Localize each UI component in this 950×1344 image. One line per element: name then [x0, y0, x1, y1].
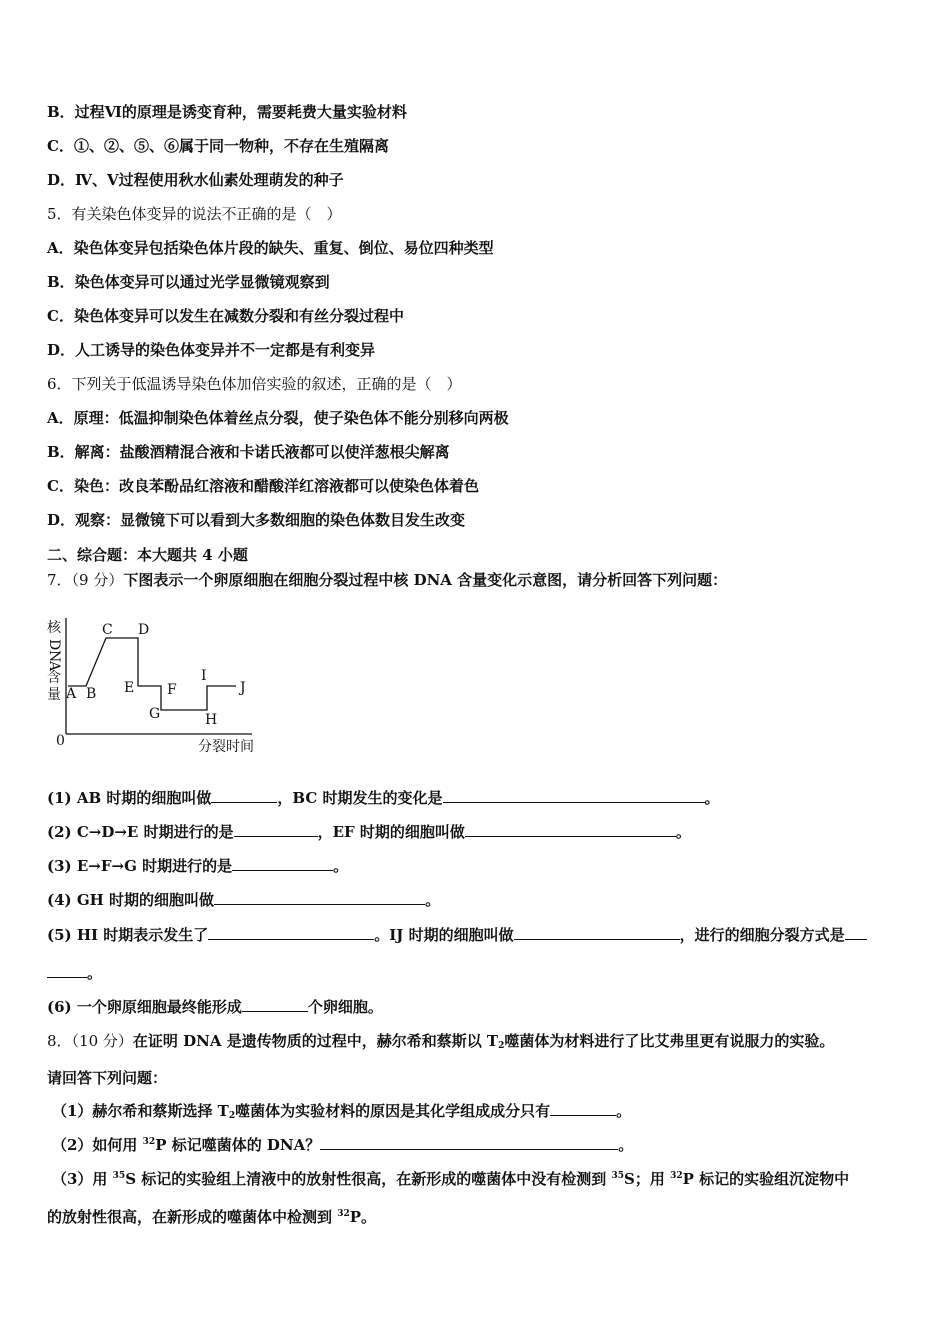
- q7-part6-b: 个卵细胞。: [307, 998, 383, 1016]
- q7-part4: [47, 890, 440, 910]
- section-heading: 二、综合题：本大题共 4 小题: [47, 546, 248, 564]
- chart-point-label-i: I: [201, 668, 207, 684]
- answer-blank[interactable]: [232, 856, 333, 871]
- q8-part3-sup3: 32: [670, 1171, 683, 1181]
- q8-part3: [52, 1169, 849, 1189]
- q7-part5: [47, 925, 867, 945]
- answer-blank[interactable]: [465, 822, 676, 837]
- q7-part1-c: 。: [704, 789, 720, 807]
- q7-part1-a: (1) AB 时期的细胞叫做: [47, 789, 212, 807]
- q8-part3-a: （3）用: [52, 1170, 113, 1188]
- chart-point-label-h: H: [205, 712, 218, 728]
- q8-part3-sup2: 35: [611, 1171, 625, 1181]
- q7-part5-a: (5) HI 时期表示发生了: [47, 926, 209, 944]
- chart-point-label-f: F: [167, 682, 177, 698]
- q8-stem-sub: 2: [498, 1041, 505, 1051]
- q7-part3-b: 。: [333, 857, 349, 875]
- q5-option-d: D．人工诱导的染色体变异并不一定都是有利变异: [47, 341, 376, 359]
- chart-point-label-d: D: [138, 622, 150, 638]
- q8-part3-cont: [47, 1207, 376, 1227]
- answer-blank[interactable]: [208, 925, 374, 940]
- q5-stem: [47, 204, 342, 224]
- q7-part5-c: ，进行的细胞分裂方式是: [679, 926, 845, 944]
- q7-part6-a: (6) 一个卵原细胞最终能形成: [47, 998, 242, 1016]
- q8-part2-sup: 32: [142, 1137, 156, 1147]
- chart-point-label-e: E: [124, 680, 135, 696]
- answer-blank[interactable]: [845, 925, 867, 940]
- chart-y-label-char: 含: [47, 670, 61, 686]
- dna-content-chart: [44, 612, 274, 760]
- q7-stem-text: 下图表示一个卵原细胞在细胞分裂过程中核 DNA 含量变化示意图，请分析回答下列问题：: [123, 571, 728, 589]
- q7-part3: [47, 856, 348, 876]
- q7-number: 7．（9 分）: [47, 571, 124, 589]
- q7-part6: [47, 997, 383, 1017]
- answer-blank[interactable]: [443, 788, 705, 803]
- q8-line2: 请回答下列问题：: [47, 1069, 168, 1087]
- q7-part3-a: (3) E→F→G 时期进行的是: [47, 857, 233, 875]
- q8-stem-a: 在证明 DNA 是遗传物质的过程中，赫尔希和蔡斯以 T: [132, 1032, 499, 1050]
- q7-part5-d: 。: [87, 964, 103, 982]
- q7-part1: [47, 788, 720, 808]
- q7-stem: [47, 570, 727, 590]
- answer-blank[interactable]: [550, 1101, 616, 1116]
- answer-blank[interactable]: [214, 890, 425, 905]
- chart-x-axis-label: 分裂时间: [198, 739, 254, 755]
- chart-y-label-char: A: [46, 661, 62, 672]
- q7-part1-b: ，BC 时期发生的变化是: [277, 789, 443, 807]
- chart-point-label-c: C: [102, 622, 113, 638]
- q5-option-b: B．染色体变异可以通过光学显微镜观察到: [47, 273, 330, 291]
- q6-option-b: B．解离：盐酸酒精混合液和卡诺氏液都可以使洋葱根尖解离: [47, 443, 450, 461]
- chart-y-label-char: D: [46, 639, 62, 651]
- q8-part3-d: P 标记的实验组沉淀物中: [682, 1170, 850, 1188]
- q5-stem-text: 5．有关染色体变异的说法不正确的是（ ）: [47, 205, 342, 223]
- q7-part4-a: (4) GH 时期的细胞叫做: [47, 891, 215, 909]
- q8-part1-sub: 2: [228, 1111, 236, 1121]
- q8-stem-b: 噬菌体为材料进行了比艾弗里更有说服力的实验。: [504, 1032, 835, 1050]
- q8-part3-f: P。: [349, 1208, 377, 1226]
- q8-part3-sup1: 35: [112, 1171, 126, 1181]
- answer-blank[interactable]: [211, 788, 277, 803]
- chart-origin-label: 0: [56, 733, 65, 749]
- chart-y-label-char: 核: [47, 620, 61, 636]
- q8-part1-c: 。: [616, 1102, 632, 1120]
- q7-part5-cont: [47, 963, 102, 983]
- answer-blank[interactable]: [320, 1135, 618, 1150]
- q7-part2-b: ，EF 时期的细胞叫做: [317, 823, 465, 841]
- answer-blank[interactable]: [47, 963, 87, 978]
- q6-option-c: C．染色：改良苯酚品红溶液和醋酸洋红溶液都可以使染色体着色: [47, 477, 479, 495]
- q4-option-d: D．Ⅳ、Ⅴ过程使用秋水仙素处理萌发的种子: [47, 171, 344, 189]
- q8-part3-e: 的放射性很高，在新形成的噬菌体中检测到: [47, 1208, 338, 1226]
- chart-point-label-j: J: [240, 680, 246, 696]
- q7-part2-c: 。: [675, 823, 691, 841]
- q7-part5-b: 。IJ 时期的细胞叫做: [374, 926, 514, 944]
- answer-blank[interactable]: [234, 822, 318, 837]
- q8-part2-c: 。: [618, 1136, 634, 1154]
- q8-part1-a: （1）赫尔希和蔡斯选择 T: [52, 1102, 229, 1120]
- chart-point-label-b: B: [86, 686, 97, 702]
- chart-y-axis-label: [46, 619, 62, 703]
- q6-option-d: D．观察：显微镜下可以看到大多数细胞的染色体数目发生改变: [47, 511, 466, 529]
- chart-y-label-char: 量: [47, 687, 61, 703]
- q8-stem: [47, 1031, 834, 1051]
- q8-part3-c: S；用: [624, 1170, 671, 1188]
- q6-stem-text: 6．下列关于低温诱导染色体加倍实验的叙述，正确的是（ ）: [47, 375, 462, 393]
- q8-number: 8．（10 分）: [47, 1032, 133, 1050]
- q8-part1: [52, 1101, 631, 1121]
- q8-part3-b: S 标记的实验组上清液中的放射性很高，在新形成的噬菌体中没有检测到: [125, 1170, 612, 1188]
- q8-part2-a: （2）如何用: [52, 1136, 143, 1154]
- q8-part1-b: 噬菌体为实验材料的原因是其化学组成成分只有: [235, 1102, 551, 1120]
- chart-y-label-char: N: [46, 650, 62, 663]
- q5-option-c: C．染色体变异可以发生在减数分裂和有丝分裂过程中: [47, 307, 404, 325]
- q8-part3-sup4: 32: [337, 1209, 350, 1219]
- q4-option-b: B．过程Ⅵ的原理是诱变育种，需要耗费大量实验材料: [47, 103, 407, 121]
- q4-option-c: C．①、②、⑤、⑥属于同一物种，不存在生殖隔离: [47, 137, 389, 155]
- answer-blank[interactable]: [242, 997, 308, 1012]
- answer-blank[interactable]: [514, 925, 680, 940]
- chart-point-label-a: A: [66, 686, 77, 702]
- q6-stem: [47, 374, 462, 394]
- q8-part2-b: P 标记噬菌体的 DNA？: [155, 1136, 321, 1154]
- q7-part2: [47, 822, 691, 842]
- chart-point-label-g: G: [149, 706, 161, 722]
- q7-part4-b: 。: [425, 891, 441, 909]
- q8-part2: [52, 1135, 633, 1155]
- q6-option-a: A．原理：低温抑制染色体着丝点分裂，使子染色体不能分别移向两极: [47, 409, 509, 427]
- q7-part2-a: (2) C→D→E 时期进行的是: [47, 823, 234, 841]
- q5-option-a: A．染色体变异包括染色体片段的缺失、重复、倒位、易位四种类型: [47, 239, 494, 257]
